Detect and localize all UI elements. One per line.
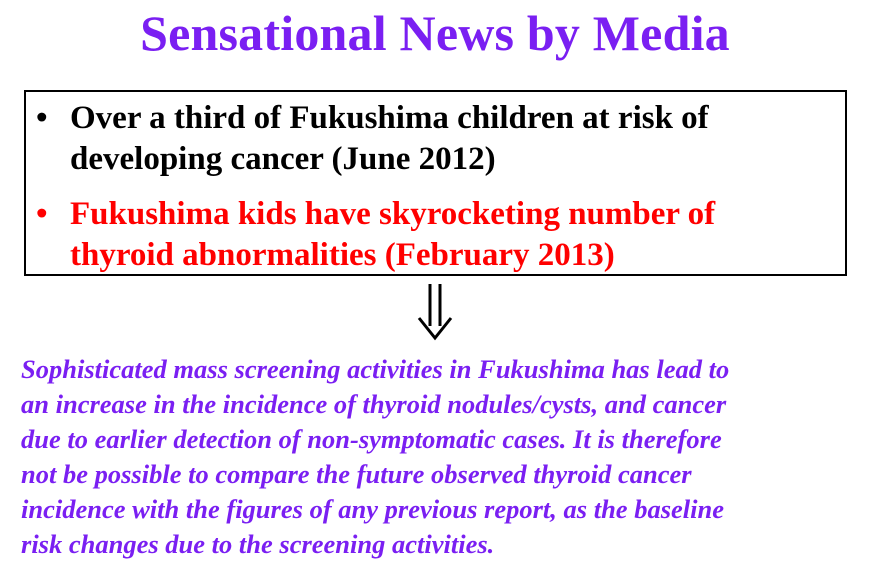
bullet-icon: • [36, 100, 48, 136]
conclusion-line: an increase in the incidence of thyroid nodules/cysts, and cancer [21, 389, 727, 419]
headline-line: Fukushima kids have skyrocketing number of [70, 196, 716, 232]
headline-line: developing cancer (June 2012) [70, 141, 496, 177]
slide-title: Sensational News by Media [140, 5, 730, 61]
conclusion-line: due to earlier detection of non-symptomatic cases. It is therefore [21, 424, 722, 454]
conclusion-line: not be possible to compare the future observed thyroid cancer [21, 459, 692, 489]
conclusion-line: Sophisticated mass screening activities in Fukushima has lead to [21, 354, 730, 384]
conclusion-paragraph [21, 352, 861, 562]
headline-line: Over a third of Fukushima children at risk of [70, 100, 709, 136]
headline-box [24, 90, 847, 276]
conclusion-line: incidence with the figures of any previous report, as the baseline [21, 494, 724, 524]
double-down-arrow-icon [415, 282, 455, 342]
headline-line: thyroid abnormalities (February 2013) [70, 237, 615, 273]
bullet-icon: • [36, 196, 48, 232]
headline-text [70, 194, 830, 276]
headline-text [70, 98, 830, 180]
conclusion-line: risk changes due to the screening activities. [21, 529, 495, 559]
